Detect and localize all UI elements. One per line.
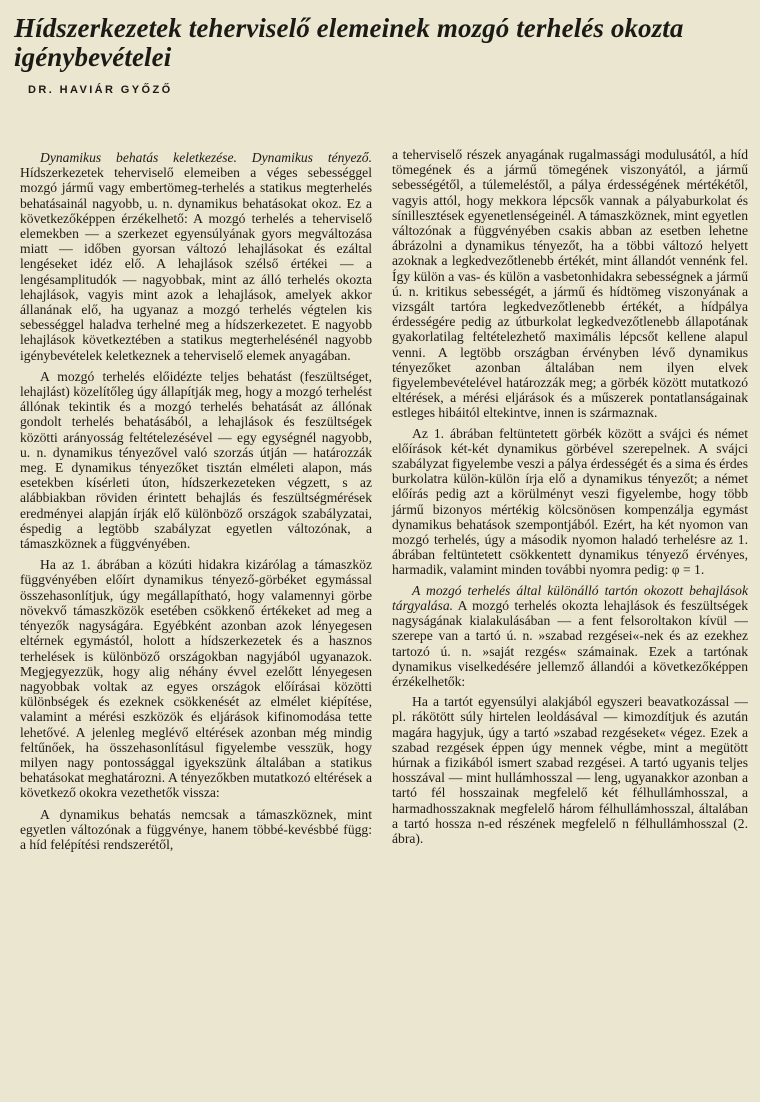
paragraph-text: Hídszerkezetek teherviselő elemeiben a véges sebességgel mozgó jármű vagy embertömeg-terhelés a statikus megterhelés behatásainál nagyobb, u. n. dynamikus behatásokat okoz. Ez a következőképpen érzékelhető: A mozgó terhelés a teherviselő elemekben — a szerkezet egyensúlyának gyors megváltozása miatt — időben gyorsan változó lehajlásokat és ezáltal lengéseket idéz elő. A lehajlások szélső értékei — a lengésamplitudók — nagyobbak, mint az álló terhelés okozta lehajlások, vagyis mint azok a lehajlások, amelyek akkor állanának elő, ha ugyanaz a mozgó terhelés végtelen kis sebességgel haladva terhelné meg a hídszerkezetet. E nagyobb lehajlások következtében a statikus megterhelésénél nagyobb igénybevételek keletkeznek a teherviselő elemek anyagában. [20,165,372,363]
article-author: DR. HAVIÁR GYŐZŐ [28,84,173,96]
article-title: Hídszerkezetek teherviselő elemeinek mozgó terhelés okozta igénybevételei [14,13,684,72]
section-heading-deflection: A mozgó terhelés által különálló tartón okozott behajlások tárgyalása. [392,582,748,613]
left-column [20,150,372,852]
paragraph-approximation: A mozgó terhelés előidézte teljes behatást (feszültséget, lehajlást) közelítőleg úgy állapítják meg, hogy a mozgó terhelést állónak tekintik és a mozgó terhelés behatását az állónak gondolt terhelés behatásából, a lehajlások és feszültségek közötti arányosság feltételezésével — egy egységnél nagyobb, u. n. dynamikus tényezővel való szorzás útján — határozzák meg. E dynamikus tényezőket tisztán elméleti alapon, más esetekben kísérleti úton, hídszerkezeteken végzett, s az alábbiakban röviden érintett behajlás és feszültségmérések eredményei alapján írják elő különböző országok szabályzatai, éspedig a legtöbb szabályzat egyetlen változónak, a támaszköznek a függvényében. [20,368,372,552]
paragraph-figure-comparison: Ha az 1. ábrában a közúti hidakra kizárólag a támaszköz függvényében előírt dynamikus tényező-görbéket egymással összehasonlítjuk, úgy megállapítható, hogy valamennyi görbe növekvő támaszközök esetében csökkenő értékeket ad meg a tényezők nagyságára. Egyébként azonban azok lényegesen eltérnek egymástól, holott a hídszerkezetek és a hasznos terhelések is különböző országokban nagyjából ugyanazok. Megjegyezzük, hogy alig néhány évvel ezelőtt lényegesen nagyobbak voltak az egyes országok előírásai közötti különbségek és ezeknek csökkenését az elmélet kiépítése, valamint a mérési eszközök és eljárások kifinomodása tette lehetővé. A jelenleg meglévő eltérések azonban még mindig feltűnőek, ha összehasonlításul figyelembe vesszük, hogy milyen nagy pontossággal igyekszünk általában a statikus behatásokat meghatározni. A tényezőkben mutatkozó eltérések a következő okokra vezethetők vissza: [20,557,372,801]
paragraph-dynamic-factor [20,150,372,363]
paragraph-free-vibration: Ha a tartót egyensúlyi alakjából egyszeri beavatkozással — pl. rákötött súly hirtelen leoldásával — kimozdítjuk és azután magára hagyjuk, úgy a tartó »szabad rezgéseket« végez. Ezek a szabad rezgések éppen úgy mennek végbe, mint a megütött húrnak a fizikából ismert szabad rezgései. A tartó ugyanis teljes hosszával — mint hullámhosszal — leng, ugyanakkor azonban a tartó fél hosszainak megfelelő két félhullámhosszal, a harmadhosszaknak megfelelő három félhullámhosszal, általában a tartó hossza n-ed részének megfelelő n félhullámhosszal (2. ábra). [392,694,748,846]
paragraph-continued: a teherviselő részek anyagának rugalmassági modulusától, a híd tömegének és a jármű tömegének viszonyától, a jármű sebességétől, a túlemeléstől, a pálya érdességének mértékétől, vagyis attól, hogy mekkora lépcsők vannak a pályaburkolat és sínillesztések egyenetlenségeinél. A támaszköznek, mint egyetlen változónak a függvényében csakis abban az esetben lehetne ábrázolni a dynamikus tényezőt, ha a többi változó helyett azoknak a legkedvezőtlenebb értékét, mint állandót vennénk fel. Így külön a vas- és külön a vasbetonhidakra sebességnek a jármű ú. n. kritikus sebességét, a jármű és hídtömeg viszonyának a vizsgált tartóra legkedvezőtlenebb értékét, a hídpálya érdességére pedig az útburkolat legkedvezőtlenebb állapotának gyakorlatilag feltételezhető maximális lépcsőt kellene alapul venni. A legtöbb országban érvényben lévő dynamikus tényezőket azonban általában nem ilyen elvek figyelembevételével határozzák meg; a görbék között mutatkozó eltérések, a mérési eljárások és a műszerek pontatlanságainak estleges hibáitól eltekintve, innen is származnak. [392,147,748,421]
right-column [392,147,748,846]
section-heading-dynamic-factor: Dynamikus behatás keletkezése. Dynamikus tényező. [40,150,372,165]
paragraph-text: A mozgó terhelés okozta lehajlások és feszültségek nagyságának kialakulásában — a fent felsoroltakon kívül — szerepe van a tartó ú. n. »szabad rezgései«-nek és az ezekhez tartozó ú. n. »saját rezgés« számainak. Ezek a tartónak dynamikus viselkedésére jellemző állandói a következőképpen érzékelhetők: [392,597,748,689]
paragraph-deflection [392,583,748,689]
paragraph-dependency: A dynamikus behatás nemcsak a támaszköznek, mint egyetlen változónak a függvénye, hanem többé-kevésbbé függ: a híd felépítési rendszerétől, [20,806,372,852]
paragraph-swiss-german: Az 1. ábrában feltüntetett görbék között a svájci és német előírások két-két dynamikus görbével szerepelnek. A svájci szabályzat figyelembe veszi a pálya érdességét és a sima és érdes burkolatra külön-külön írja elő a dynamikus tényezőt; a német előírás pedig azt a körülményt veszi figyelembe, hogy több jármű bizonyos mértékig kölcsönösen kompenzálja egymást dynamikus behatások szempontjából. Ezért, ha két nyomon van mozgó terhelés, úgy a második nyomon haladó terhelésre az 1. ábrában feltüntetett csökkentett dynamikus tényező érvényes, harmadik, valamint minden további nyomra pedig: φ = 1. [392,425,748,578]
